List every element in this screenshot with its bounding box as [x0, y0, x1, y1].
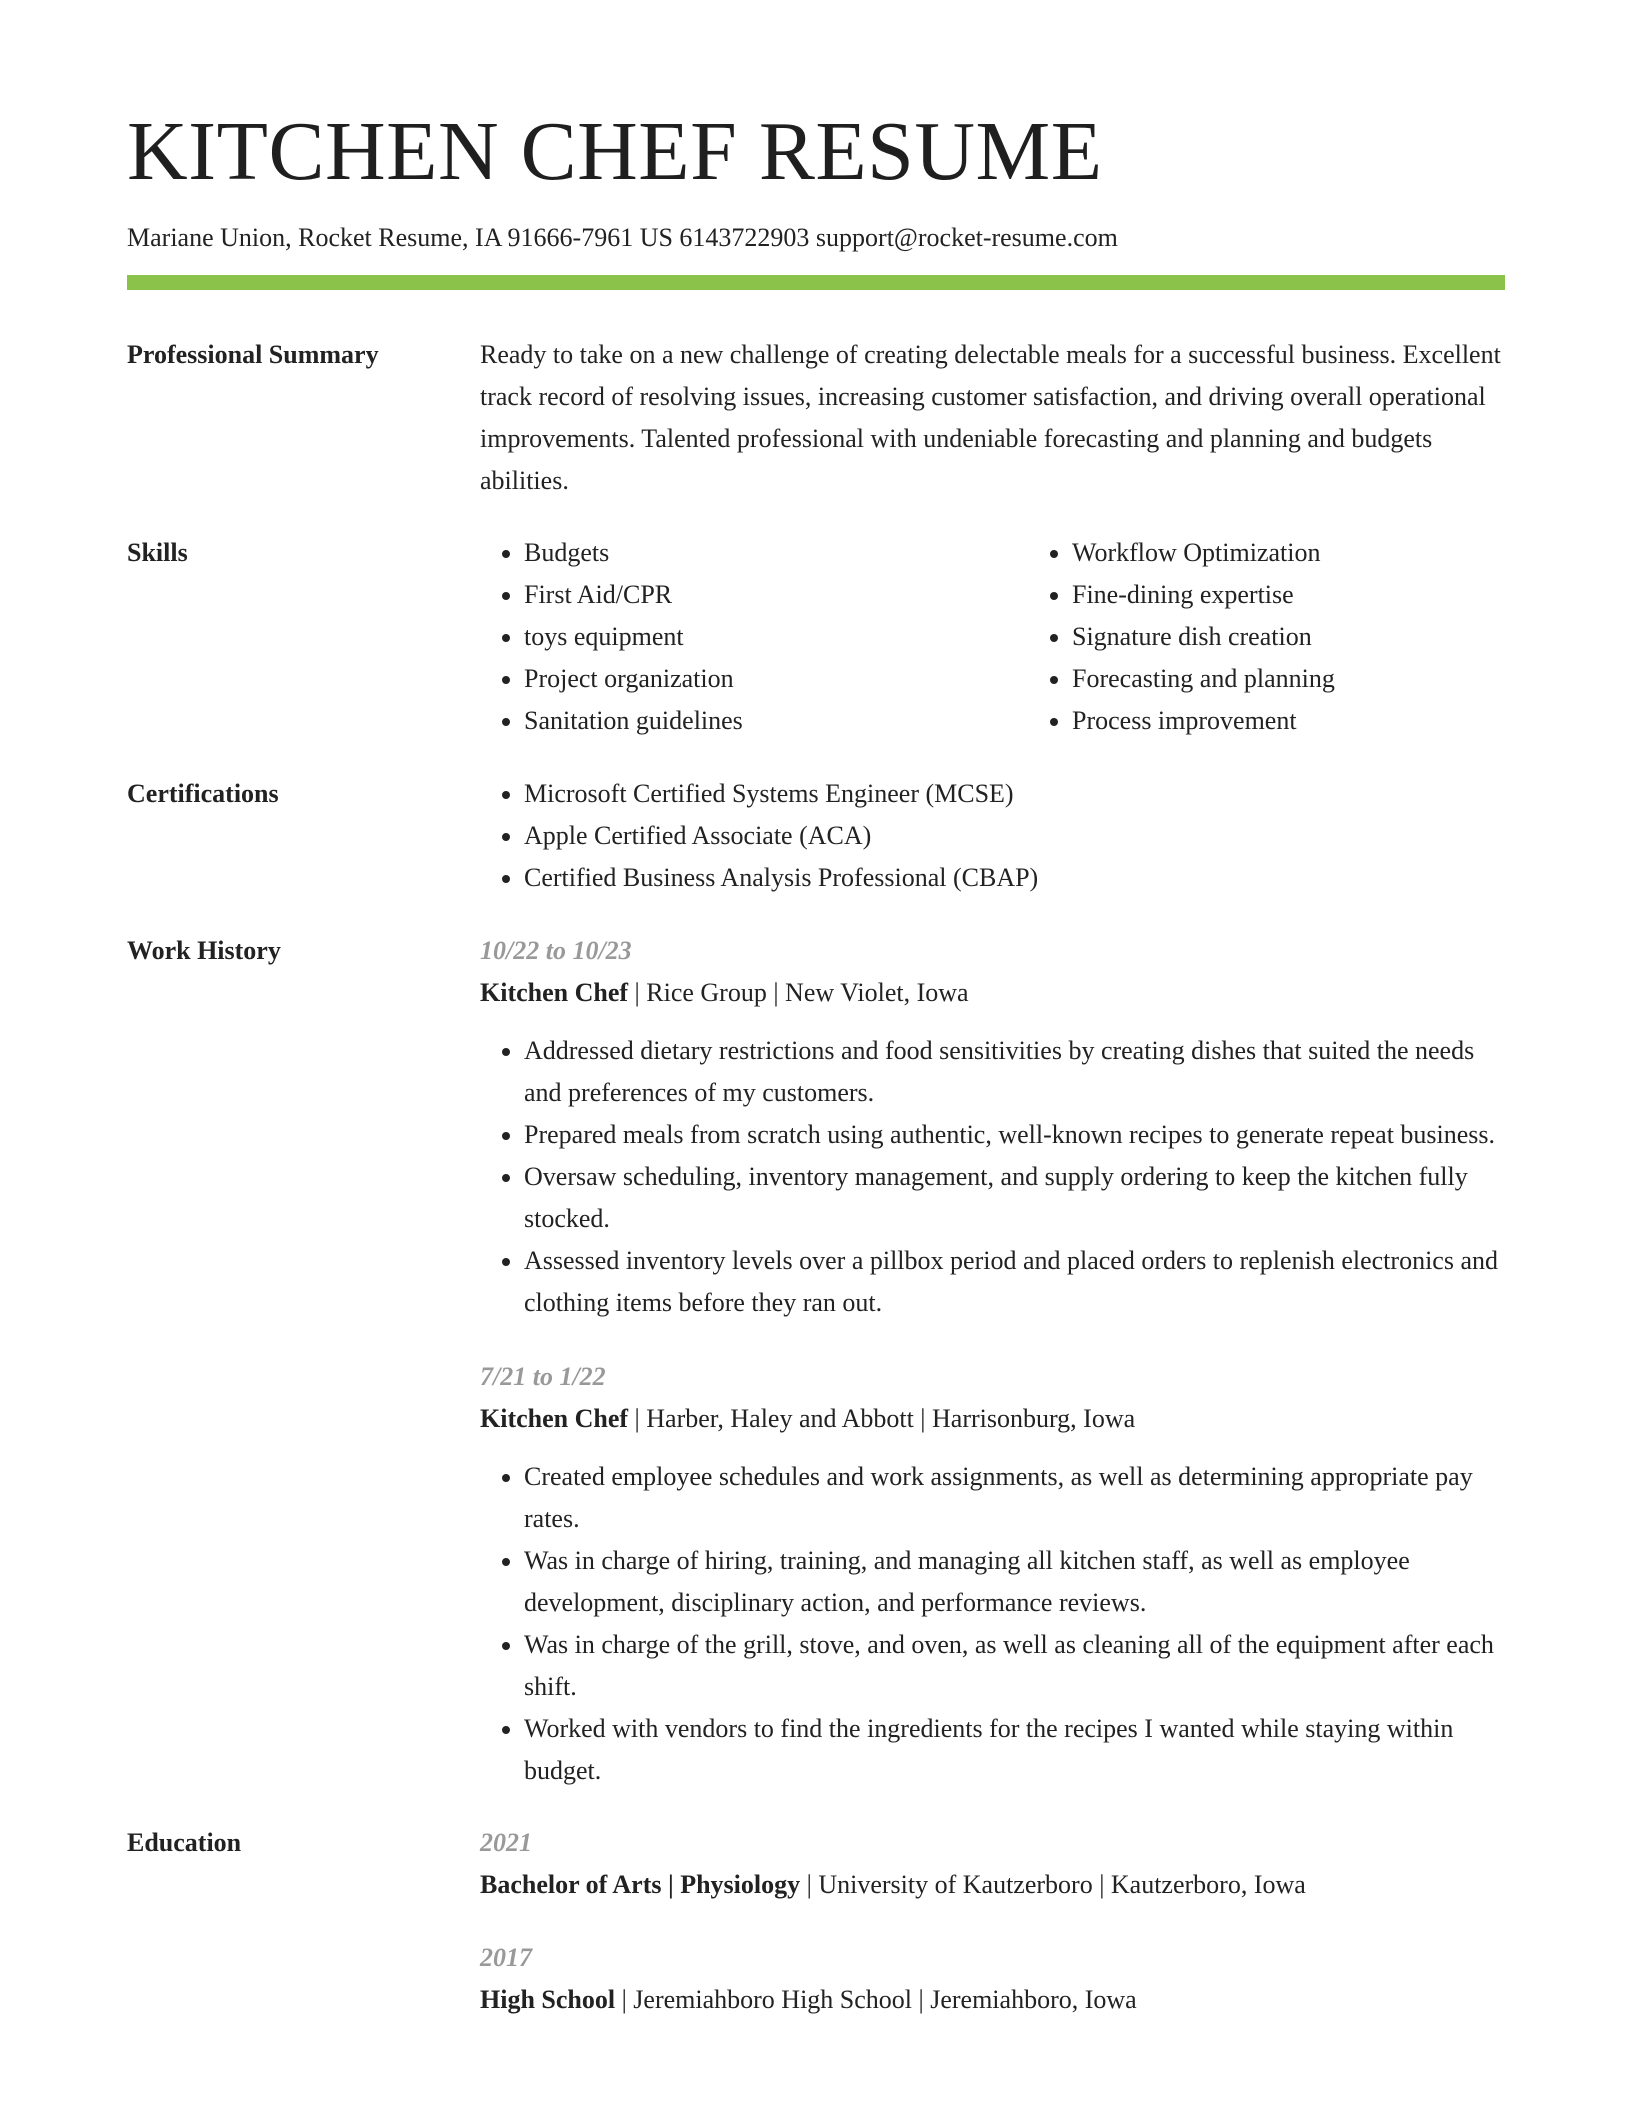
job-bullet: • Created employee schedules and work assignments, as well as determining appropriate pay rates.	[524, 1456, 1505, 1540]
contact-line: Mariane Union, Rocket Resume, IA 91666-7961 US 6143722903 support@rocket-resume.com	[127, 223, 1118, 252]
skills-list-right	[1028, 532, 1576, 742]
job-bullet: • Worked with vendors to find the ingredients for the recipes I wanted while staying within budget.	[524, 1708, 1505, 1792]
skill-item: • Signature dish creation	[1072, 616, 1576, 658]
job-role-line	[480, 972, 1505, 1014]
job-bullet: • Prepared meals from scratch using authentic, well-known recipes to generate repeat business.	[524, 1114, 1505, 1156]
job-bullet: • Addressed dietary restrictions and food sensitivities by creating dishes that suited the needs and preferences of my customers.	[524, 1030, 1505, 1114]
section-label-summary: Professional Summary	[127, 340, 379, 370]
education-details: | University of Kautzerboro | Kautzerboro, Iowa	[800, 1870, 1306, 1900]
job-bullets	[480, 1456, 1505, 1792]
job-entry	[480, 1356, 1505, 1792]
education-entry	[480, 1822, 1505, 1906]
education-section	[127, 1822, 1505, 2021]
skill-item: • Workflow Optimization	[1072, 532, 1576, 574]
education-line	[480, 1979, 1505, 2021]
job-details: | Harber, Haley and Abbott | Harrisonburg, Iowa	[628, 1404, 1136, 1434]
skills-columns	[480, 532, 1576, 742]
job-title: Kitchen Chef	[480, 978, 629, 1008]
skill-item: • Sanitation guidelines	[524, 700, 1028, 742]
summary-section	[127, 334, 1505, 502]
skill-item: • Budgets	[524, 532, 1028, 574]
education-year: 2021	[480, 1828, 532, 1858]
education-details: | Jeremiahboro High School | Jeremiahboro, Iowa	[615, 1985, 1137, 2015]
job-bullet: • Assessed inventory levels over a pillbox period and placed orders to replenish electronics and clothing items before they ran out.	[524, 1240, 1505, 1324]
resume-title: KITCHEN CHEF RESUME	[127, 105, 1103, 198]
certification-item: • Apple Certified Associate (ACA)	[524, 815, 1505, 857]
job-bullet: • Was in charge of the grill, stove, and oven, as well as cleaning all of the equipment after each shift.	[524, 1624, 1505, 1708]
education-line	[480, 1864, 1505, 1906]
section-label-skills: Skills	[127, 538, 188, 568]
work-history-body	[480, 930, 1505, 1792]
job-bullets	[480, 1030, 1505, 1324]
summary-text: Ready to take on a new challenge of creating delectable meals for a successful business. Excellent track record of resolving issues, increasing customer satisfaction, and driving overall operational improvements. Talented professional with undeniable forecasting and planning and budgets abilities.	[480, 340, 1501, 496]
job-role-line	[480, 1398, 1505, 1440]
education-degree: High School	[480, 1985, 616, 2015]
skills-list-left	[480, 532, 1028, 742]
skill-item: • Process improvement	[1072, 700, 1576, 742]
skill-item: • Fine-dining expertise	[1072, 574, 1576, 616]
education-degree: Bachelor of Arts | Physiology	[480, 1870, 801, 1900]
work-history-section	[127, 930, 1505, 1792]
section-label-education: Education	[127, 1828, 242, 1858]
certifications-body	[480, 773, 1505, 899]
skill-item: • Forecasting and planning	[1072, 658, 1576, 700]
certifications-section	[127, 773, 1505, 899]
skill-item: • First Aid/CPR	[524, 574, 1028, 616]
education-entry	[480, 1937, 1505, 2021]
section-label-certifications: Certifications	[127, 779, 279, 809]
section-label-work: Work History	[127, 936, 281, 966]
education-body	[480, 1822, 1505, 2021]
job-entry	[480, 930, 1505, 1324]
job-details: | Rice Group | New Violet, Iowa	[628, 978, 969, 1008]
job-dates: 10/22 to 10/23	[480, 936, 632, 966]
skills-section	[127, 532, 1505, 742]
job-title: Kitchen Chef	[480, 1404, 629, 1434]
certifications-list	[480, 773, 1505, 899]
certification-item: • Microsoft Certified Systems Engineer (MCSE)	[524, 773, 1505, 815]
skill-item: • Project organization	[524, 658, 1028, 700]
education-year: 2017	[480, 1943, 532, 1973]
skill-item: • toys equipment	[524, 616, 1028, 658]
job-bullet: • Was in charge of hiring, training, and managing all kitchen staff, as well as employee development, disciplinary action, and performance reviews.	[524, 1540, 1505, 1624]
accent-divider	[127, 275, 1505, 290]
job-dates: 7/21 to 1/22	[480, 1362, 606, 1392]
job-bullet: • Oversaw scheduling, inventory management, and supply ordering to keep the kitchen fully stocked.	[524, 1156, 1505, 1240]
certification-item: • Certified Business Analysis Professional (CBAP)	[524, 857, 1505, 899]
